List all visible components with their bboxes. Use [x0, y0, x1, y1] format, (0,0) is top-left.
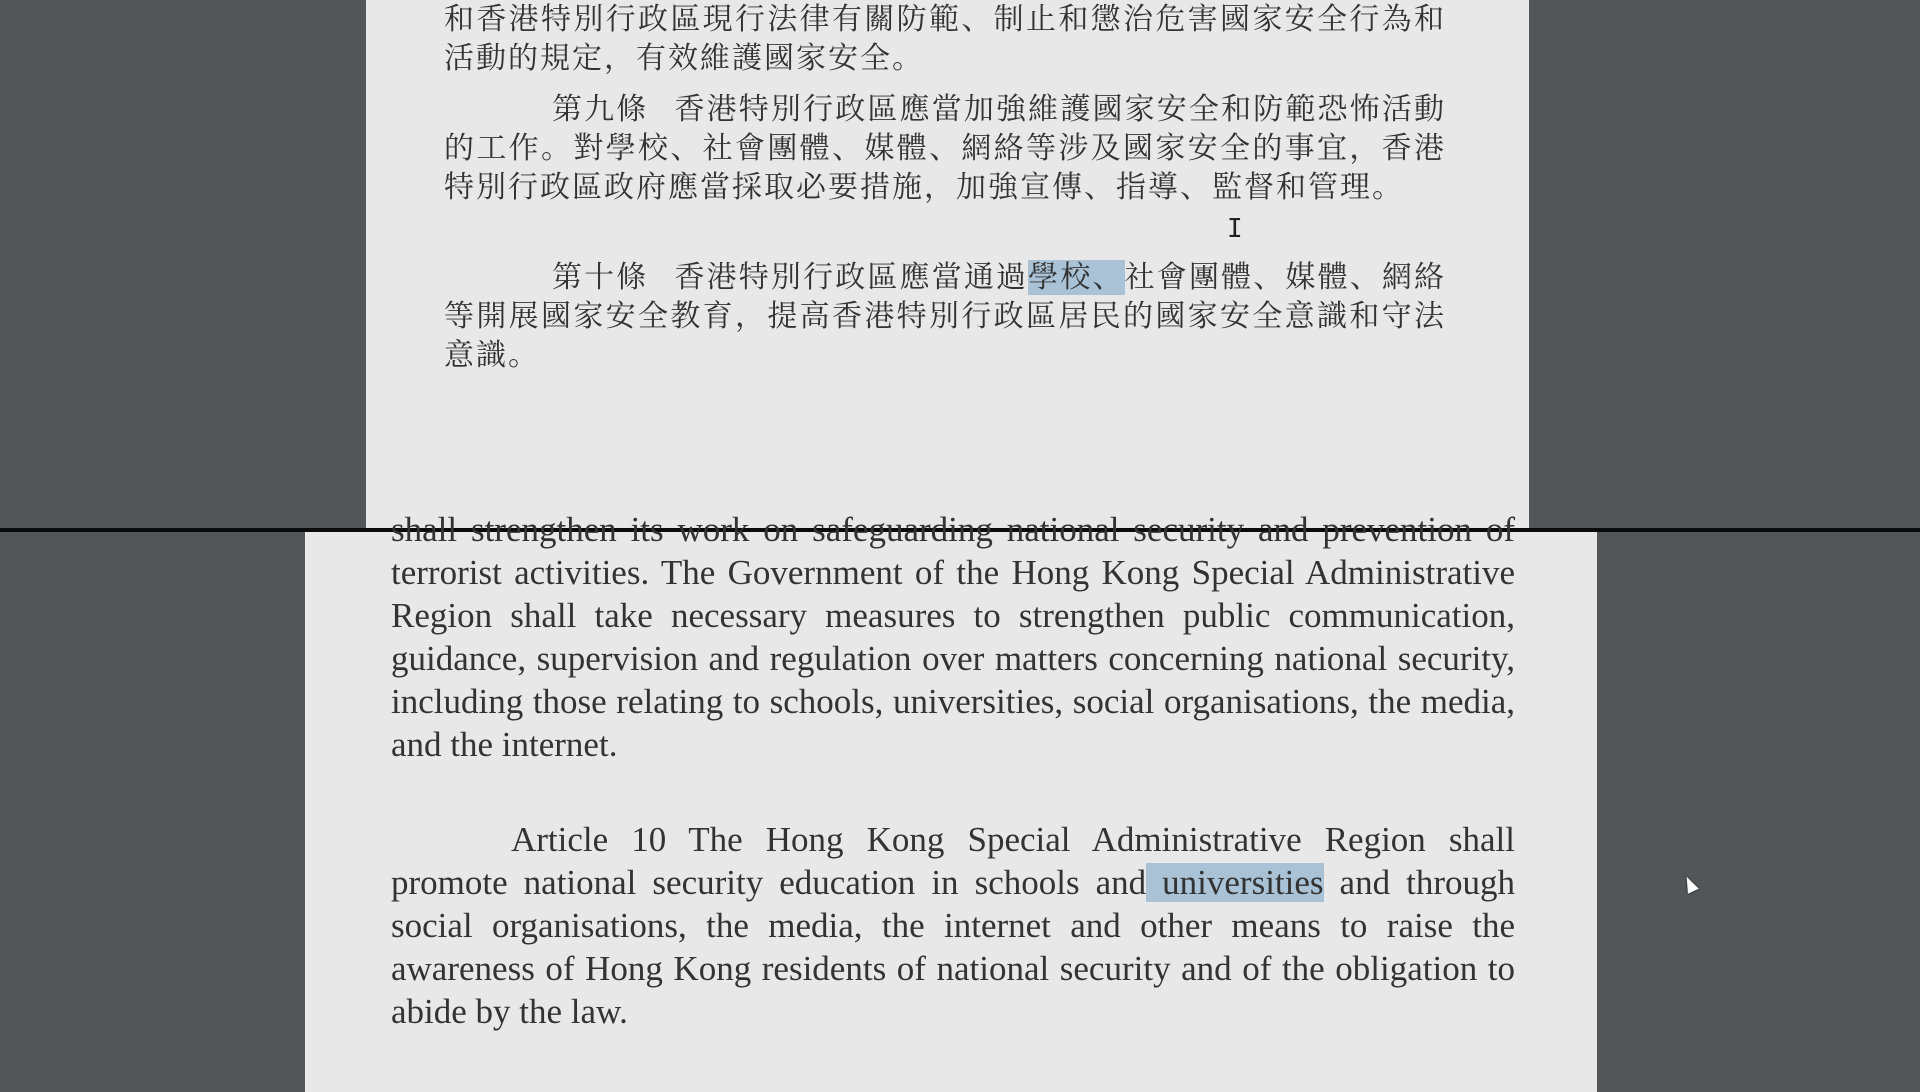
zh-article-10-text-after: 社會團體、媒體、網絡等開展國家安全教育，提高香港特別行政區居民的國家安全意識和守法意識。 — [444, 260, 1447, 373]
chinese-document-pane[interactable] — [0, 0, 1920, 528]
en-article-9 — [391, 508, 1515, 766]
zh-article-8-continuation — [444, 0, 1446, 78]
zh-article-10-text-before: 香港特別行政區應當通過 — [674, 260, 1029, 295]
text-cursor-icon: I — [1227, 214, 1243, 244]
zh-article-9-number: 第九條 — [552, 92, 649, 127]
zh-highlighted-selection[interactable]: 學校、 — [1028, 260, 1125, 295]
english-document-page[interactable] — [305, 510, 1597, 1092]
en-article-10-text-before: The Hong Kong Special Administrative Region shall promote national security education in schools and — [391, 820, 1515, 902]
zh-para8-text: 和香港特別行政區現行法律有關防範、制止和懲治危害國家安全行為和活動的規定，有效維護國家安全。 — [444, 2, 1446, 76]
zh-article-9-text: 香港特別行政區應當加強維護國家安全和防範恐怖活動的工作。對學校、社會團體、媒體、網絡等涉及國家安全的事宜，香港特別行政區政府應當採取必要措施，加強宣傳、指導、監督和管理。 — [444, 92, 1447, 205]
en-article-10-text-after: and through social organisations, the media, the internet and other means to raise the awareness of Hong Kong residents of national security and of the obligation to abide by the law. — [391, 863, 1515, 1031]
english-document-pane[interactable] — [0, 510, 1920, 1080]
zh-article-10-number: 第十條 — [552, 260, 649, 295]
zh-article-9 — [444, 90, 1446, 207]
zh-article-10 — [444, 258, 1446, 375]
en-article-10-number: Article 10 — [511, 820, 667, 859]
en-highlighted-selection[interactable]: universities — [1146, 863, 1324, 902]
en-article-10 — [391, 818, 1515, 1033]
chinese-document-page[interactable] — [366, 0, 1529, 528]
en-article-9-text: shall strengthen its work on safeguarding national security and prevention of terrorist activities. The Government of the Hong Kong Special Administrative Region shall take necessary measures to strengthen public communication, guidance, supervision and regulation over matters concerning national security, including those relating to schools, universities, social organisations, the media, and the internet. — [391, 510, 1515, 764]
